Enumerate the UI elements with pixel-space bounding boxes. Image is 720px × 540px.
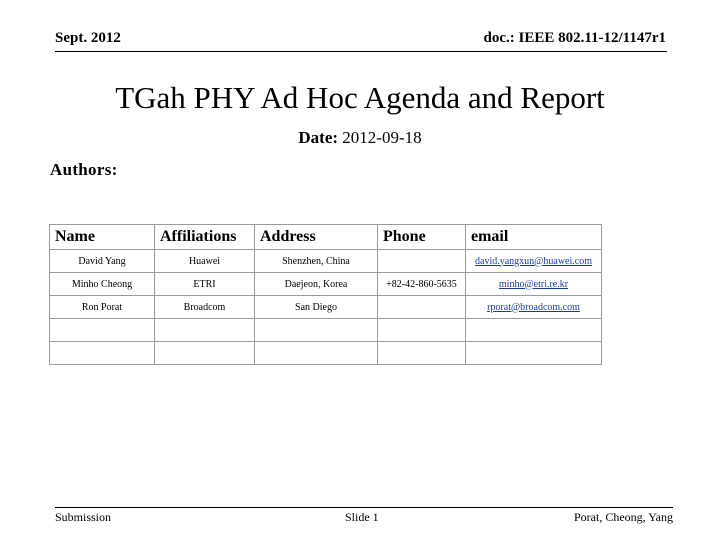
header-date: Sept. 2012 bbox=[55, 30, 121, 46]
authors-heading: Authors: bbox=[50, 160, 118, 179]
authors-table bbox=[49, 224, 602, 365]
author-address: San Diego bbox=[255, 296, 378, 319]
header-doc-id: doc.: IEEE 802.11-12/1147r1 bbox=[483, 30, 666, 46]
author-email-link[interactable]: minho@etri.re.kr bbox=[466, 273, 602, 296]
column-header-address: Address bbox=[255, 225, 378, 250]
column-header-email: email bbox=[466, 225, 602, 250]
author-name: Ron Porat bbox=[50, 296, 155, 319]
empty-cell bbox=[50, 319, 155, 342]
slide-title: TGah PHY Ad Hoc Agenda and Report bbox=[115, 80, 605, 115]
footer-divider bbox=[55, 507, 673, 508]
empty-cell bbox=[466, 342, 602, 365]
empty-cell bbox=[255, 342, 378, 365]
author-affiliation: Huawei bbox=[155, 250, 255, 273]
author-name: David Yang bbox=[50, 250, 155, 273]
author-affiliation: Broadcom bbox=[155, 296, 255, 319]
header-divider bbox=[55, 51, 667, 52]
table-row bbox=[50, 296, 602, 319]
table-row bbox=[50, 319, 602, 342]
author-address: Shenzhen, China bbox=[255, 250, 378, 273]
author-phone: +82-42-860-5635 bbox=[378, 273, 466, 296]
column-header-affiliations: Affiliations bbox=[155, 225, 255, 250]
date-value: 2012-09-18 bbox=[342, 128, 422, 147]
author-email-link[interactable]: david.yangxun@huawei.com bbox=[466, 250, 602, 273]
table-row bbox=[50, 250, 602, 273]
footer-authors: Porat, Cheong, Yang bbox=[573, 510, 673, 524]
empty-cell bbox=[155, 319, 255, 342]
author-affiliation: ETRI bbox=[155, 273, 255, 296]
empty-cell bbox=[155, 342, 255, 365]
table-header-row bbox=[50, 225, 602, 250]
empty-cell bbox=[378, 319, 466, 342]
author-name: Minho Cheong bbox=[50, 273, 155, 296]
author-phone bbox=[378, 296, 466, 319]
column-header-phone: Phone bbox=[378, 225, 466, 250]
date-label: Date: bbox=[298, 128, 339, 147]
date-line bbox=[0, 128, 720, 148]
author-address: Daejeon, Korea bbox=[255, 273, 378, 296]
column-header-name: Name bbox=[50, 225, 155, 250]
table-row bbox=[50, 273, 602, 296]
empty-cell bbox=[255, 319, 378, 342]
empty-cell bbox=[466, 319, 602, 342]
author-email-link[interactable]: rporat@broadcom.com bbox=[466, 296, 602, 319]
author-phone bbox=[378, 250, 466, 273]
empty-cell bbox=[378, 342, 466, 365]
table-row bbox=[50, 342, 602, 365]
empty-cell bbox=[50, 342, 155, 365]
footer-slide-number: Slide 1 bbox=[345, 510, 379, 524]
footer-submission: Submission bbox=[55, 510, 112, 524]
